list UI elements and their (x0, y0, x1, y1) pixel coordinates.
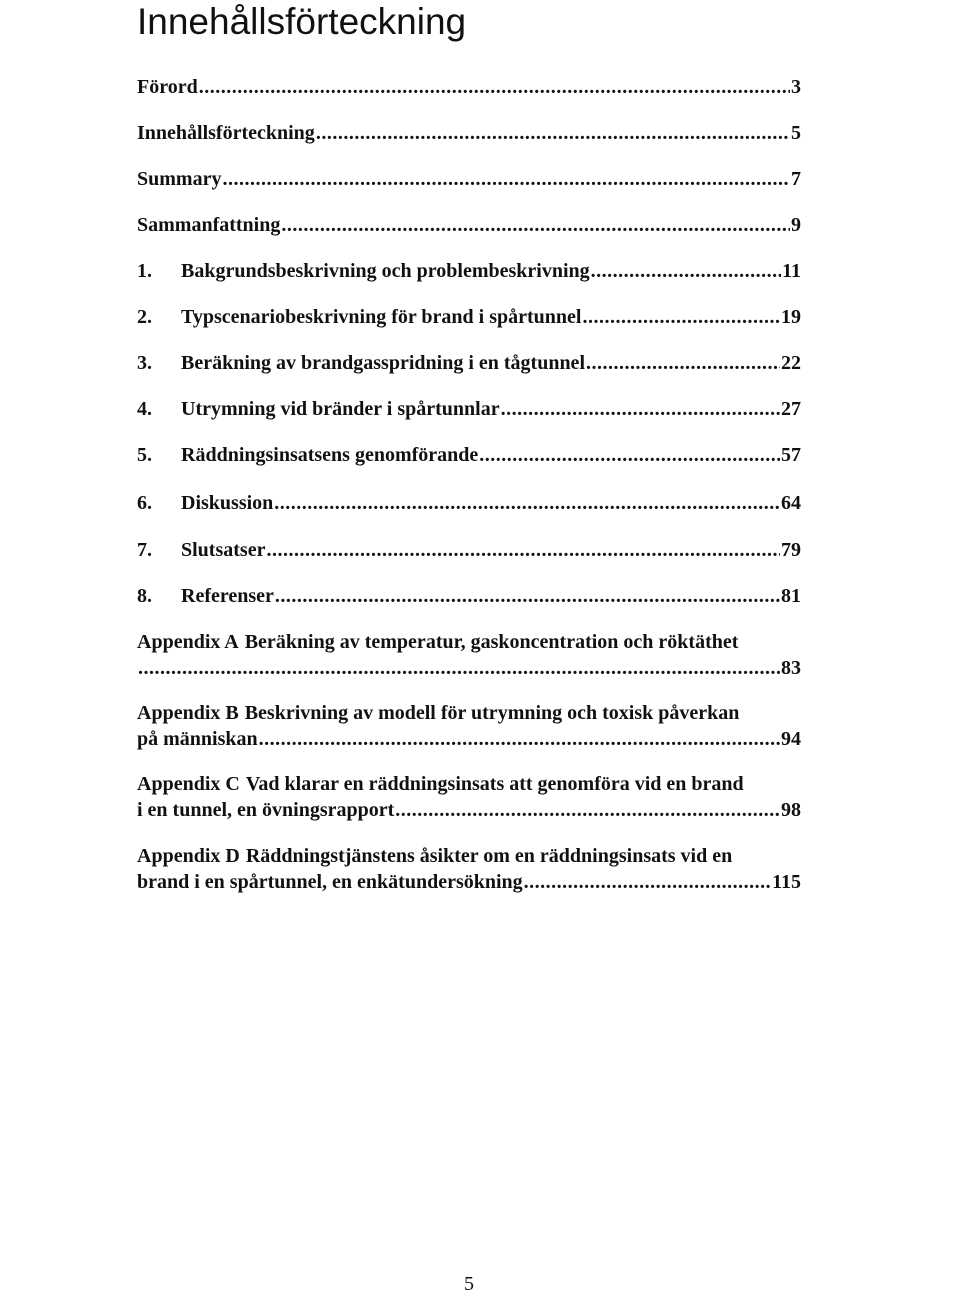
appendix-title-line (137, 843, 801, 869)
appendix-title: Räddningstjänstens åsikter om en räddningsinsats vid en (245, 845, 733, 867)
toc-entry-label: Referenser (181, 585, 274, 607)
toc-entry-label: Typscenariobeskrivning för brand i spårtunnel (181, 306, 582, 328)
appendix-id: Appendix A (137, 631, 239, 653)
appendix-title-line (137, 771, 801, 797)
toc-entry-chapter-8[interactable] (137, 583, 801, 609)
toc-dot-leader (266, 537, 780, 563)
toc-entry-page: 3 (791, 76, 801, 98)
appendix-id: Appendix C (137, 773, 240, 795)
toc-dot-leader (316, 120, 790, 146)
toc-entry-page: 98 (781, 799, 801, 821)
toc-entry-page: 94 (781, 728, 801, 750)
toc-dot-leader (222, 166, 790, 192)
appendix-title-line (137, 700, 801, 726)
toc-dot-leader (524, 869, 771, 895)
toc-appendix-a[interactable] (137, 629, 801, 681)
toc-entry-label: Bakgrundsbeskrivning och problembeskrivning (181, 260, 590, 282)
appendix-title: Vad klarar en räddningsinsats att genomföra vid en brand (245, 773, 744, 795)
toc-entry-chapter-4[interactable] (137, 396, 801, 422)
toc-entry-label: Summary (137, 168, 222, 190)
toc-entry-page: 5 (791, 122, 801, 144)
toc-dot-leader (138, 655, 780, 681)
appendix-title-continued: brand i en spårtunnel, en enkätundersökning (137, 871, 523, 893)
toc-entry-number: 4. (137, 398, 152, 420)
toc-dot-leader (259, 726, 780, 752)
appendix-id: Appendix D (137, 845, 240, 867)
toc-entry-number: 7. (137, 539, 152, 561)
toc-dot-leader (281, 212, 790, 238)
toc-entry-innehallsforteckning[interactable] (137, 120, 801, 146)
toc-dot-leader (275, 583, 780, 609)
toc-entry-number: 5. (137, 444, 152, 466)
toc-entry-label: Förord (137, 76, 198, 98)
appendix-id: Appendix B (137, 702, 239, 724)
appendix-title: Beräkning av temperatur, gaskoncentration och röktäthet (244, 631, 739, 653)
toc-entry-number: 2. (137, 306, 152, 328)
toc-entry-label: Sammanfattning (137, 214, 281, 236)
appendix-leader-line (137, 726, 801, 752)
toc-entry-number: 1. (137, 260, 152, 282)
appendix-leader-line (137, 655, 801, 681)
toc-entry-number: 3. (137, 352, 152, 374)
toc-entry-page: 115 (772, 871, 801, 893)
toc-entry-page: 7 (791, 168, 801, 190)
toc-entry-page: 27 (781, 398, 801, 420)
toc-entry-label: Utrymning vid bränder i spårtunnlar (181, 398, 500, 420)
toc-entry-label: Innehållsförteckning (137, 122, 315, 144)
toc-entry-chapter-3[interactable] (137, 350, 801, 376)
page-number: 5 (464, 1273, 474, 1295)
toc-entry-label: Slutsatser (181, 539, 266, 561)
toc-entry-page: 81 (781, 585, 801, 607)
toc-appendix-c[interactable] (137, 771, 801, 823)
toc-entry-forord[interactable] (137, 74, 801, 100)
toc-entry-page: 22 (781, 352, 801, 374)
toc-dot-leader (199, 74, 790, 100)
appendix-title-continued: på människan (137, 728, 258, 750)
toc-entry-number: 8. (137, 585, 152, 607)
toc-entry-page: 9 (791, 214, 801, 236)
toc-entry-label: Beräkning av brandgasspridning i en tågtunnel (181, 352, 585, 374)
appendix-title: Beskrivning av modell för utrymning och toxisk påverkan (244, 702, 740, 724)
appendix-leader-line (137, 797, 801, 823)
page-title: Innehållsförteckning (137, 1, 467, 42)
toc-dot-leader (274, 490, 780, 516)
appendix-title-line (137, 629, 801, 655)
toc-entry-page: 57 (781, 444, 801, 466)
toc-entry-chapter-2[interactable] (137, 304, 801, 330)
toc-dot-leader (586, 350, 780, 376)
toc-entry-chapter-1[interactable] (137, 258, 801, 284)
toc-entry-summary[interactable] (137, 166, 801, 192)
toc-entry-page: 64 (781, 492, 801, 514)
appendix-title-continued: i en tunnel, en övningsrapport (137, 799, 395, 821)
toc-entry-number: 6. (137, 492, 152, 514)
toc-entry-page: 19 (781, 306, 801, 328)
toc-appendix-d[interactable] (137, 843, 801, 895)
toc-dot-leader (501, 396, 780, 422)
appendix-leader-line (137, 869, 801, 895)
toc-dot-leader (582, 304, 780, 330)
toc-appendix-b[interactable] (137, 700, 801, 752)
toc-entry-page: 79 (781, 539, 801, 561)
toc-entry-chapter-7[interactable] (137, 537, 801, 563)
toc-dot-leader (479, 442, 780, 468)
toc-entry-label: Räddningsinsatsens genomförande (181, 444, 479, 466)
toc-entry-page: 11 (782, 260, 801, 282)
toc-entry-chapter-5[interactable] (137, 442, 801, 468)
toc-entry-page: 83 (781, 657, 801, 679)
toc-dot-leader (395, 797, 780, 823)
toc-entry-sammanfattning[interactable] (137, 212, 801, 238)
toc-entry-chapter-6[interactable] (137, 490, 801, 516)
toc-entry-label: Diskussion (181, 492, 274, 514)
toc-dot-leader (591, 258, 781, 284)
